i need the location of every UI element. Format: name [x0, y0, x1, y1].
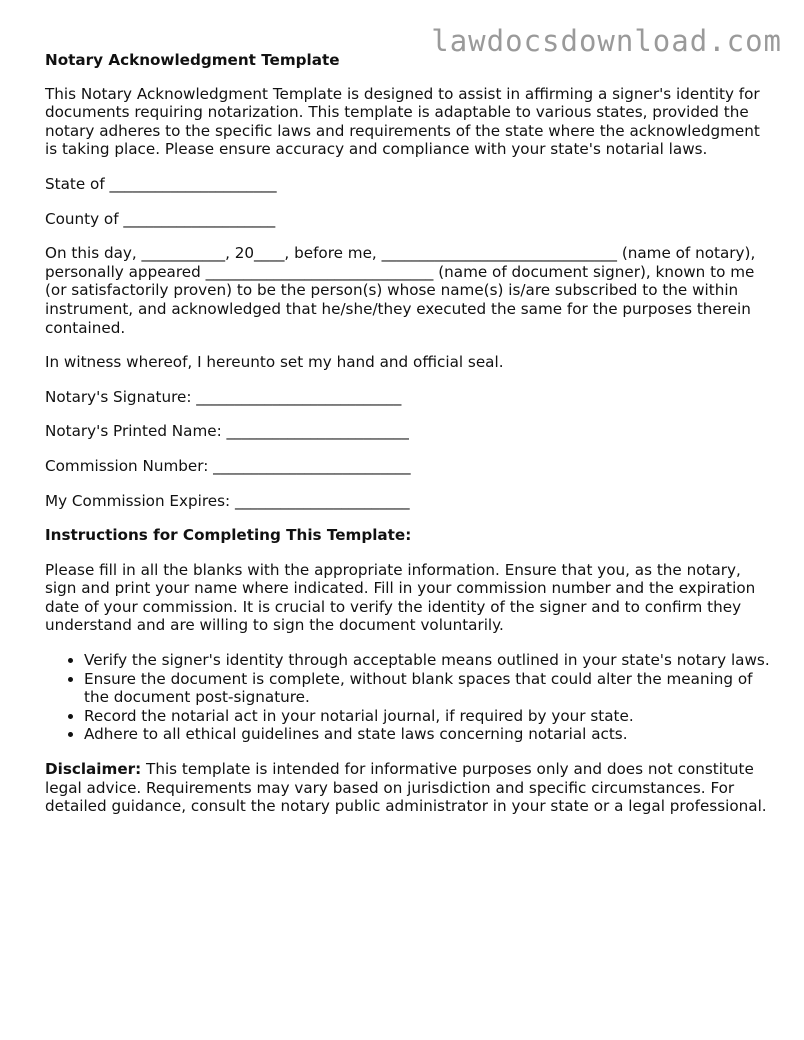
witness-statement: In witness whereof, I hereunto set my hand and official seal. [45, 353, 504, 372]
document-body [45, 51, 770, 832]
disclaimer-paragraph [45, 760, 770, 816]
list-item: • Verify the signer's identity through acceptable means outlined in your state's notary laws. [84, 651, 770, 670]
notary-printed-name-field: Notary's Printed Name: ________________________ [45, 422, 409, 441]
instructions-list [45, 651, 770, 744]
disclaimer-text: This template is intended for informative purposes only and does not constitute legal advice. Requirements may vary based on jurisdiction and specific circumstances. For detailed guidance, consult the notary public administrator in your state or a legal professional. [45, 760, 767, 816]
disclaimer-label: Disclaimer: [45, 760, 142, 779]
commission-number-field: Commission Number: __________________________ [45, 456, 411, 475]
watermark: lawdocsdownload.com [431, 24, 782, 58]
commission-expires-field: My Commission Expires: _______________________ [45, 491, 410, 510]
county-field: County of ____________________ [45, 209, 276, 228]
instructions-heading: Instructions for Completing This Template: [45, 526, 412, 545]
notary-signature-field: Notary's Signature: ___________________________ [45, 387, 402, 406]
intro-paragraph: This Notary Acknowledgment Template is designed to assist in affirming a signer's identity for documents requiring notarization. This template is adaptable to various states, provided the notary adheres to the specific laws and requirements of the state where the acknowledgment is taking place. Please ensure accuracy and compliance with your state's notarial laws. [45, 84, 760, 159]
list-item: • Adhere to all ethical guidelines and state laws concerning notarial acts. [84, 725, 770, 744]
acknowledgment-paragraph: On this day, ___________, 20____, before me, _______________________________ (name of notary), personally appeared ______________________________ (name of document signer), known to me (or satisfactorily proven) to be the person(s) whose name(s) is/are subscribed to the within instrument, and acknowledged that he/she/they executed the same for the purposes therein contained. [45, 244, 756, 337]
document-title: Notary Acknowledgment Template [45, 51, 340, 69]
instructions-paragraph: Please fill in all the blanks with the appropriate information. Ensure that you, as the notary, sign and print your name where indicated. Fill in your commission number and the expiration date of your commission. It is crucial to verify the identity of the signer and to confirm they understand and are willing to sign the document voluntarily. [45, 560, 756, 635]
list-item: • Ensure the document is complete, without blank spaces that could alter the meaning of the document post-signature. [84, 670, 770, 707]
state-field: State of ______________________ [45, 174, 277, 193]
list-item: • Record the notarial act in your notarial journal, if required by your state. [84, 707, 770, 726]
